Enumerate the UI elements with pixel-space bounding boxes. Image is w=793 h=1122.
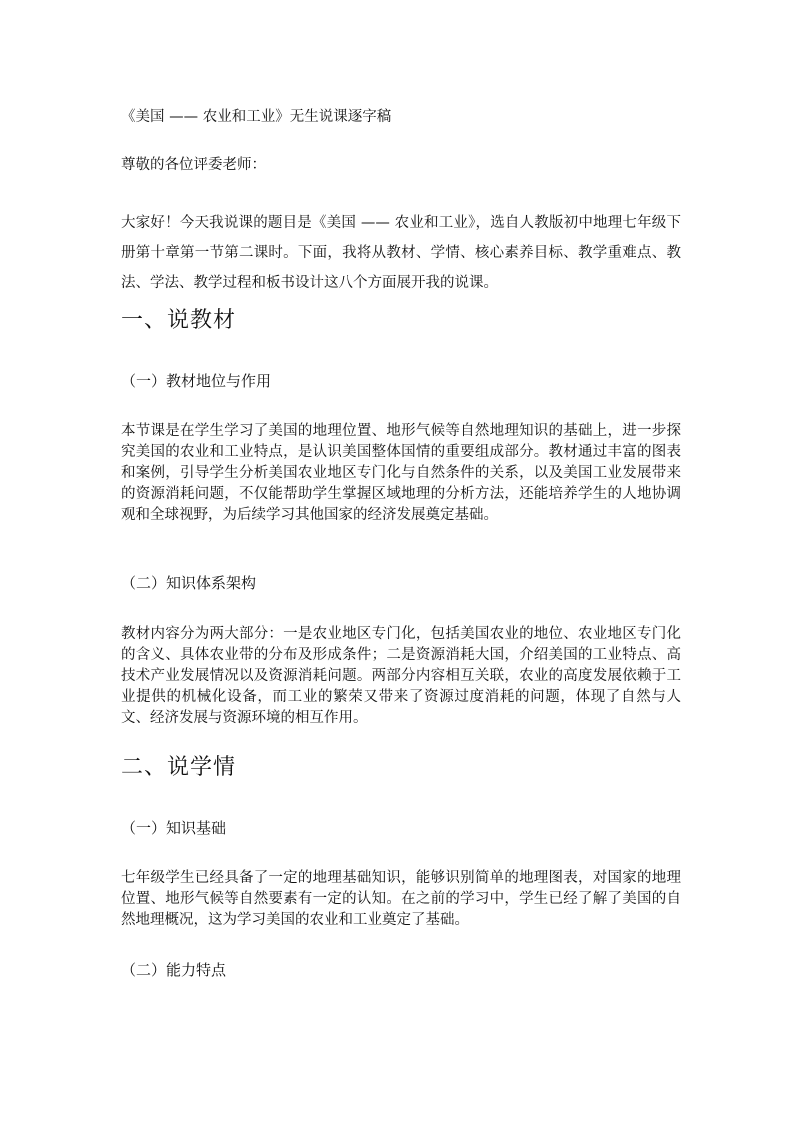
section1-sub1-paragraph: 本节课是在学生学习了美国的地理位置、地形气候等自然地理知识的基础上，进一步探究美国的农业和工业特点，是认识美国整体国情的重要组成部分。教材通过丰富的图表和案例，引导学生分析美国农业地区专门化与自然条件的关系，以及美国工业发展带来的资源消耗问题，不仅能帮助学生掌握区域地理的分析方法，还能培养学生的人地协调观和全球视野，为后续学习其他国家的经济发展奠定基础。 bbox=[121, 423, 681, 523]
section2-sub1-paragraph: 七年级学生已经具备了一定的地理基础知识，能够识别简单的地理图表，对国家的地理位置、地形气候等自然要素有一定的认知。在之前的学习中，学生已经了解了美国的自然地理概况，这为学习美国的农业和工业奠定了基础。 bbox=[121, 870, 681, 928]
salutation: 尊敬的各位评委老师： bbox=[121, 157, 266, 173]
section1-sub2-paragraph: 教材内容分为两大部分：一是农业地区专门化，包括美国农业的地位、农业地区专门化的含义、具体农业带的分布及形成条件；二是资源消耗大国，介绍美国的工业特点、高技术产业发展情况以及资源消耗问题。两部分内容相互关联，农业的高度发展依赖于工业提供的机械化设备，而工业的繁荣又带来了资源过度消耗的问题，体现了自然与人文、经济发展与资源环境的相互作用。 bbox=[121, 626, 681, 726]
section1-heading: 一、说教材 bbox=[121, 308, 237, 333]
intro-paragraph: 大家好！今天我说课的题目是《美国 —— 农业和工业》，选自人教版初中地理七年级下册第十章第一节第二课时。下面，我将从教材、学情、核心素养目标、教学重难点、教法、学法、教学过程和板书设计这八个方面展开我的说课。 bbox=[121, 215, 681, 291]
section2-sub2-heading: （二）能力特点 bbox=[121, 961, 227, 979]
document-title: 《美国 —— 农业和工业》无生说课逐字稿 bbox=[121, 109, 392, 125]
section1-sub2-heading: （二）知识体系架构 bbox=[121, 574, 257, 592]
section2-heading: 二、说学情 bbox=[121, 755, 237, 780]
section1-sub1-heading: （一）教材地位与作用 bbox=[121, 372, 272, 390]
section2-sub1-heading: （一）知识基础 bbox=[121, 819, 227, 837]
